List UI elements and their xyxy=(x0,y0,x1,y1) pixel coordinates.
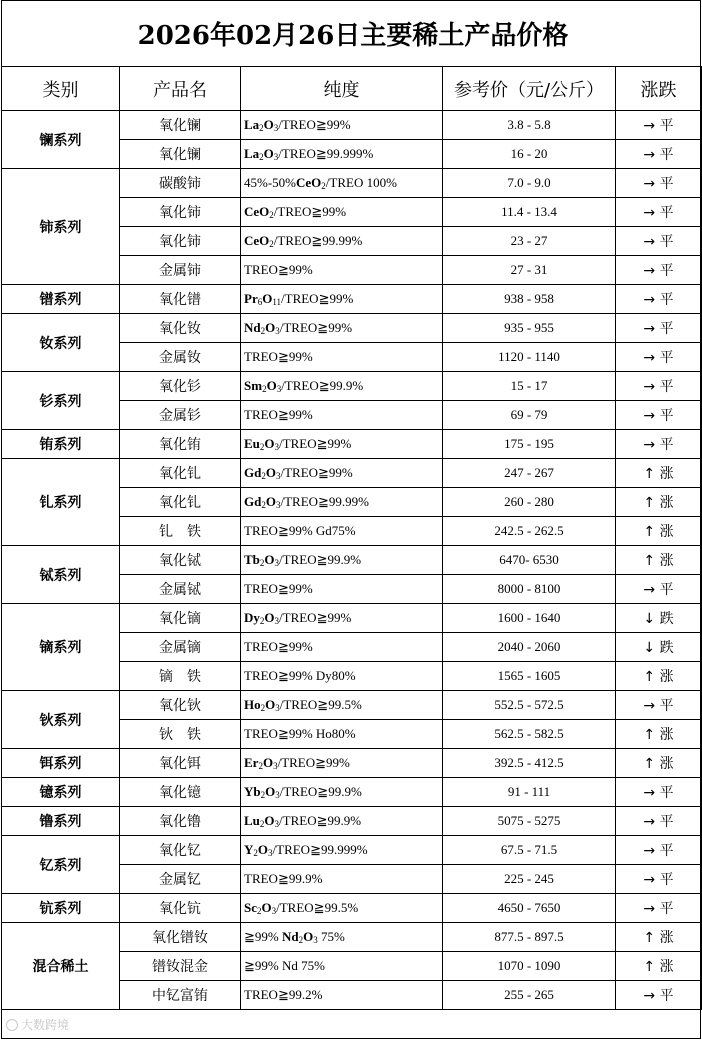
product-name-cell: 氧化镧 xyxy=(120,111,241,140)
purity-text: TREO≧99% xyxy=(244,581,313,596)
trend-cell: → 平 xyxy=(616,575,702,604)
trend-cell: → 平 xyxy=(616,778,702,807)
price-cell: 8000 - 8100 xyxy=(443,575,616,604)
purity-cell xyxy=(241,517,443,546)
product-name-cell: 氧化铕 xyxy=(120,430,241,459)
purity-cell xyxy=(241,372,443,401)
formula-element: Pr xyxy=(244,291,258,306)
product-name-cell: 镝 铁 xyxy=(120,662,241,691)
price-cell: 260 - 280 xyxy=(443,488,616,517)
product-name-cell: 中钇富铕 xyxy=(120,981,241,1010)
purity-text: /TREO≧99% xyxy=(278,117,351,132)
product-name-cell: 金属铈 xyxy=(120,256,241,285)
formula-subscript: 3 xyxy=(274,558,280,568)
purity-text: /TREO≧99.5% xyxy=(276,900,359,915)
product-name-cell: 钬 铁 xyxy=(120,720,241,749)
price-cell: 255 - 265 xyxy=(443,981,616,1010)
formula-subscript: 2 xyxy=(253,848,258,858)
product-name-cell: 氧化钐 xyxy=(120,372,241,401)
trend-cell: → 平 xyxy=(616,140,702,169)
trend-cell: → 平 xyxy=(616,430,702,459)
purity-cell xyxy=(241,111,443,140)
purity-cell xyxy=(241,198,443,227)
formula-element: O xyxy=(257,842,269,857)
purity-cell xyxy=(241,633,443,662)
table-row xyxy=(2,604,702,633)
purity-cell xyxy=(241,836,443,865)
purity-cell xyxy=(241,923,443,952)
purity-text: /TREO≧99% xyxy=(279,610,352,625)
formula-element: O xyxy=(265,494,276,509)
formula-subscript: 3 xyxy=(275,703,280,713)
purity-text: /TREO≧99.9% xyxy=(281,378,364,393)
formula-element: CeO xyxy=(296,175,322,190)
purity-text: TREO≧99% xyxy=(244,349,313,364)
trend-cell: → 平 xyxy=(616,981,702,1010)
category-cell: 镨系列 xyxy=(2,285,120,314)
price-table xyxy=(1,66,702,1010)
formula-subscript: 3 xyxy=(275,500,281,510)
product-name-cell: 氧化钕 xyxy=(120,314,241,343)
purity-cell xyxy=(241,430,443,459)
purity-text: /TREO≧99% xyxy=(281,291,354,306)
formula-subscript: 2 xyxy=(259,123,264,133)
category-cell: 铽系列 xyxy=(2,546,120,604)
purity-cell xyxy=(241,807,443,836)
price-cell: 2040 - 2060 xyxy=(443,633,616,662)
trend-cell: → 平 xyxy=(616,314,702,343)
purity-text: /TREO≧99% xyxy=(279,436,352,451)
category-cell: 钬系列 xyxy=(2,691,120,749)
formula-subscript: 11 xyxy=(272,297,282,307)
category-cell: 钪系列 xyxy=(2,894,120,923)
formula-subscript: 2 xyxy=(259,819,265,829)
trend-cell: → 平 xyxy=(616,227,702,256)
purity-text: /TREO≧99% xyxy=(280,465,353,480)
formula-subscript: 2 xyxy=(260,703,266,713)
price-cell: 247 - 267 xyxy=(443,459,616,488)
trend-cell: → 平 xyxy=(616,401,702,430)
price-cell: 5075 - 5275 xyxy=(443,807,616,836)
category-cell: 钐系列 xyxy=(2,372,120,430)
trend-cell: ↓ 跌 xyxy=(616,604,702,633)
formula-subscript: 2 xyxy=(260,326,266,336)
price-cell: 27 - 31 xyxy=(443,256,616,285)
formula-element: CeO xyxy=(244,233,270,248)
formula-element: O xyxy=(265,465,276,480)
price-cell: 935 - 955 xyxy=(443,314,616,343)
table-row xyxy=(2,430,702,459)
trend-cell: → 平 xyxy=(616,807,702,836)
formula-element: O xyxy=(262,755,274,770)
category-cell: 镝系列 xyxy=(2,604,120,691)
formula-element: La xyxy=(244,146,260,161)
header-category: 类别 xyxy=(2,67,120,111)
product-name-cell: 金属钇 xyxy=(120,865,241,894)
formula-subscript: 3 xyxy=(275,326,280,336)
formula-element: Nd xyxy=(244,320,261,335)
table-row xyxy=(2,923,702,952)
formula-element: Er xyxy=(244,755,259,770)
formula-subscript: 3 xyxy=(274,616,280,626)
trend-cell: → 平 xyxy=(616,169,702,198)
purity-text: /TREO≧99% xyxy=(279,320,353,335)
purity-cell xyxy=(241,343,443,372)
formula-subscript: 2 xyxy=(262,384,267,394)
formula-element: O xyxy=(263,117,274,132)
price-cell: 562.5 - 582.5 xyxy=(443,720,616,749)
purity-cell xyxy=(241,285,443,314)
product-name-cell: 镨钕混金 xyxy=(120,952,241,981)
formula-element: Ho xyxy=(244,697,261,712)
trend-cell: ↑ 涨 xyxy=(616,662,702,691)
formula-subscript: 2 xyxy=(260,790,266,800)
product-name-cell: 金属钐 xyxy=(120,401,241,430)
table-row xyxy=(2,807,702,836)
purity-cell xyxy=(241,546,443,575)
formula-element: Sm xyxy=(244,378,263,393)
formula-subscript: 2 xyxy=(258,761,263,771)
formula-element: O xyxy=(265,697,276,712)
formula-subscript: 3 xyxy=(313,935,318,945)
product-name-cell: 氧化钆 xyxy=(120,459,241,488)
purity-cell xyxy=(241,256,443,285)
product-name-cell: 碳酸铈 xyxy=(120,169,241,198)
price-cell: 3.8 - 5.8 xyxy=(443,111,616,140)
formula-subscript: 3 xyxy=(271,906,277,916)
formula-subscript: 3 xyxy=(275,471,281,481)
purity-cell xyxy=(241,894,443,923)
product-name-cell: 氧化铈 xyxy=(120,227,241,256)
trend-cell: → 平 xyxy=(616,111,702,140)
formula-subscript: 3 xyxy=(275,790,280,800)
purity-text: /TREO≧99.5% xyxy=(279,697,362,712)
price-cell: 91 - 111 xyxy=(443,778,616,807)
category-cell: 钆系列 xyxy=(2,459,120,546)
price-cell: 392.5 - 412.5 xyxy=(443,749,616,778)
table-row xyxy=(2,111,702,140)
purity-text: /TREO≧99.9% xyxy=(279,784,362,799)
trend-cell: ↑ 涨 xyxy=(616,459,702,488)
formula-subscript: 3 xyxy=(274,819,280,829)
purity-cell xyxy=(241,749,443,778)
formula-subscript: 2 xyxy=(298,935,304,945)
trend-cell: → 平 xyxy=(616,894,702,923)
product-name-cell: 氧化铈 xyxy=(120,198,241,227)
formula-subscript: 2 xyxy=(259,152,264,162)
formula-subscript: 3 xyxy=(273,123,279,133)
formula-subscript: 2 xyxy=(269,210,274,220)
formula-subscript: 2 xyxy=(259,442,265,452)
purity-text: /TREO≧99% xyxy=(273,204,347,219)
table-row xyxy=(2,314,702,343)
price-cell: 69 - 79 xyxy=(443,401,616,430)
formula-element: Nd xyxy=(281,929,299,944)
purity-text: TREO≧99% Ho80% xyxy=(244,726,356,741)
purity-text: /TREO≧99% xyxy=(277,755,350,770)
category-cell: 铕系列 xyxy=(2,430,120,459)
purity-text: /TREO≧99.99% xyxy=(280,494,369,509)
purity-cell xyxy=(241,662,443,691)
formula-element: Gd xyxy=(244,494,262,509)
category-cell: 镱系列 xyxy=(2,778,120,807)
purity-text: TREO≧99% xyxy=(244,407,313,422)
price-cell: 16 - 20 xyxy=(443,140,616,169)
purity-cell xyxy=(241,227,443,256)
trend-cell: → 平 xyxy=(616,285,702,314)
purity-cell xyxy=(241,169,443,198)
table-row xyxy=(2,546,702,575)
purity-text: /TREO≧99.99% xyxy=(273,233,363,248)
purity-cell xyxy=(241,575,443,604)
table-header-row xyxy=(2,67,702,111)
formula-subscript: 2 xyxy=(257,906,262,916)
formula-element: O xyxy=(265,320,276,335)
category-cell: 钕系列 xyxy=(2,314,120,372)
formula-element: Dy xyxy=(244,610,260,625)
product-name-cell: 氧化镱 xyxy=(120,778,241,807)
purity-cell xyxy=(241,140,443,169)
product-name-cell: 金属铽 xyxy=(120,575,241,604)
formula-element: O xyxy=(264,436,275,451)
purity-cell xyxy=(241,778,443,807)
product-name-cell: 氧化钆 xyxy=(120,488,241,517)
table-row xyxy=(2,836,702,865)
product-name-cell: 氧化钪 xyxy=(120,894,241,923)
price-cell: 938 - 958 xyxy=(443,285,616,314)
table-row xyxy=(2,894,702,923)
price-cell: 1070 - 1090 xyxy=(443,952,616,981)
price-cell: 67.5 - 71.5 xyxy=(443,836,616,865)
trend-cell: → 平 xyxy=(616,865,702,894)
purity-text: 75% xyxy=(317,929,345,944)
purity-text: /TREO≧99.9% xyxy=(279,552,362,567)
trend-cell: → 平 xyxy=(616,372,702,401)
price-cell: 552.5 - 572.5 xyxy=(443,691,616,720)
category-cell: 镧系列 xyxy=(2,111,120,169)
formula-element: O xyxy=(264,610,275,625)
product-name-cell: 氧化铽 xyxy=(120,546,241,575)
formula-element: Gd xyxy=(244,465,262,480)
formula-element: O xyxy=(265,784,276,799)
trend-cell: → 平 xyxy=(616,256,702,285)
purity-text: TREO≧99% xyxy=(244,262,313,277)
trend-cell: ↑ 涨 xyxy=(616,720,702,749)
product-name-cell: 氧化镧 xyxy=(120,140,241,169)
formula-subscript: 6 xyxy=(257,297,263,307)
formula-subscript: 2 xyxy=(259,616,265,626)
watermark-text: 大数跨境 xyxy=(21,1018,70,1032)
trend-cell: → 平 xyxy=(616,198,702,227)
price-cell: 175 - 195 xyxy=(443,430,616,459)
formula-subscript: 3 xyxy=(273,761,278,771)
price-cell: 15 - 17 xyxy=(443,372,616,401)
product-name-cell: 氧化钬 xyxy=(120,691,241,720)
formula-subscript: 3 xyxy=(268,848,273,858)
product-name-cell: 金属钕 xyxy=(120,343,241,372)
purity-text: TREO≧99.9% xyxy=(244,871,323,886)
category-cell: 钇系列 xyxy=(2,836,120,894)
formula-subscript: 3 xyxy=(276,384,282,394)
formula-element: O xyxy=(262,291,273,306)
formula-element: O xyxy=(261,900,272,915)
formula-element: O xyxy=(263,146,274,161)
trend-cell: ↑ 涨 xyxy=(616,546,702,575)
header-product: 产品名 xyxy=(120,67,241,111)
category-cell: 铈系列 xyxy=(2,169,120,285)
purity-text: /TREO≧99.999% xyxy=(272,842,368,857)
purity-cell xyxy=(241,488,443,517)
trend-cell: ↑ 涨 xyxy=(616,749,702,778)
formula-subscript: 3 xyxy=(274,442,280,452)
product-name-cell: 金属镝 xyxy=(120,633,241,662)
product-name-cell: 氧化钇 xyxy=(120,836,241,865)
trend-cell: → 平 xyxy=(616,343,702,372)
formula-element: CeO xyxy=(244,204,270,219)
page-title: 2026年02月26日主要稀土产品价格 xyxy=(2,1,700,67)
price-cell: 11.4 - 13.4 xyxy=(443,198,616,227)
formula-element: Sc xyxy=(244,900,257,915)
formula-element: La xyxy=(244,117,260,132)
formula-element: Tb xyxy=(244,552,260,567)
formula-subscript: 2 xyxy=(261,471,266,481)
formula-element: Eu xyxy=(244,436,260,451)
table-row xyxy=(2,169,702,198)
header-price: 参考价（元/公斤） xyxy=(443,67,616,111)
product-name-cell: 氧化镨钕 xyxy=(120,923,241,952)
header-purity: 纯度 xyxy=(241,67,443,111)
price-sheet xyxy=(1,0,701,1039)
purity-cell xyxy=(241,691,443,720)
purity-text: /TREO≧99.9% xyxy=(279,813,362,828)
product-name-cell: 氧化镥 xyxy=(120,807,241,836)
table-row xyxy=(2,285,702,314)
price-cell: 6470- 6530 xyxy=(443,546,616,575)
purity-cell xyxy=(241,314,443,343)
formula-element: O xyxy=(264,552,275,567)
formula-element: O xyxy=(266,378,277,393)
trend-cell: ↓ 跌 xyxy=(616,633,702,662)
trend-cell: ↑ 涨 xyxy=(616,517,702,546)
price-cell: 1120 - 1140 xyxy=(443,343,616,372)
price-cell: 225 - 245 xyxy=(443,865,616,894)
formula-element: O xyxy=(303,929,314,944)
formula-element: O xyxy=(264,813,275,828)
price-cell: 23 - 27 xyxy=(443,227,616,256)
purity-text: TREO≧99% xyxy=(244,639,313,654)
product-name-cell: 氧化铒 xyxy=(120,749,241,778)
purity-cell xyxy=(241,604,443,633)
table-body xyxy=(2,111,702,1010)
purity-cell xyxy=(241,401,443,430)
table-row xyxy=(2,691,702,720)
purity-text: /TREO≧99.999% xyxy=(278,146,374,161)
table-row xyxy=(2,749,702,778)
category-cell: 铒系列 xyxy=(2,749,120,778)
purity-text: TREO≧99.2% xyxy=(244,987,323,1002)
purity-cell xyxy=(241,865,443,894)
trend-cell: ↑ 涨 xyxy=(616,488,702,517)
formula-subscript: 2 xyxy=(269,239,274,249)
purity-cell xyxy=(241,459,443,488)
formula-subscript: 3 xyxy=(273,152,279,162)
price-cell: 7.0 - 9.0 xyxy=(443,169,616,198)
header-trend: 涨跌 xyxy=(616,67,702,111)
price-cell: 877.5 - 897.5 xyxy=(443,923,616,952)
price-cell: 1565 - 1605 xyxy=(443,662,616,691)
category-cell: 镥系列 xyxy=(2,807,120,836)
category-cell: 混合稀土 xyxy=(2,923,120,1010)
purity-text: 45%-50% xyxy=(244,175,296,190)
formula-subscript: 2 xyxy=(259,558,265,568)
trend-cell: → 平 xyxy=(616,691,702,720)
formula-element: Y xyxy=(244,842,254,857)
formula-element: Lu xyxy=(244,813,260,828)
purity-text: ≧99% Nd 75% xyxy=(244,958,325,973)
table-row xyxy=(2,778,702,807)
purity-cell xyxy=(241,720,443,749)
purity-text: ≧99% xyxy=(244,929,282,944)
formula-subscript: 2 xyxy=(261,500,266,510)
purity-text: /TREO 100% xyxy=(325,175,397,190)
formula-subscript: 2 xyxy=(321,181,326,191)
trend-cell: ↑ 涨 xyxy=(616,952,702,981)
price-cell: 242.5 - 262.5 xyxy=(443,517,616,546)
purity-text: TREO≧99% Dy80% xyxy=(244,668,356,683)
product-name-cell: 氧化镝 xyxy=(120,604,241,633)
trend-cell: → 平 xyxy=(616,836,702,865)
purity-cell xyxy=(241,952,443,981)
product-name-cell: 氧化镨 xyxy=(120,285,241,314)
price-cell: 1600 - 1640 xyxy=(443,604,616,633)
purity-text: TREO≧99% Gd75% xyxy=(244,523,356,538)
product-name-cell: 钆 铁 xyxy=(120,517,241,546)
table-row xyxy=(2,372,702,401)
price-cell: 4650 - 7650 xyxy=(443,894,616,923)
trend-cell: ↑ 涨 xyxy=(616,923,702,952)
purity-cell xyxy=(241,981,443,1010)
table-row xyxy=(2,459,702,488)
formula-element: Yb xyxy=(244,784,261,799)
